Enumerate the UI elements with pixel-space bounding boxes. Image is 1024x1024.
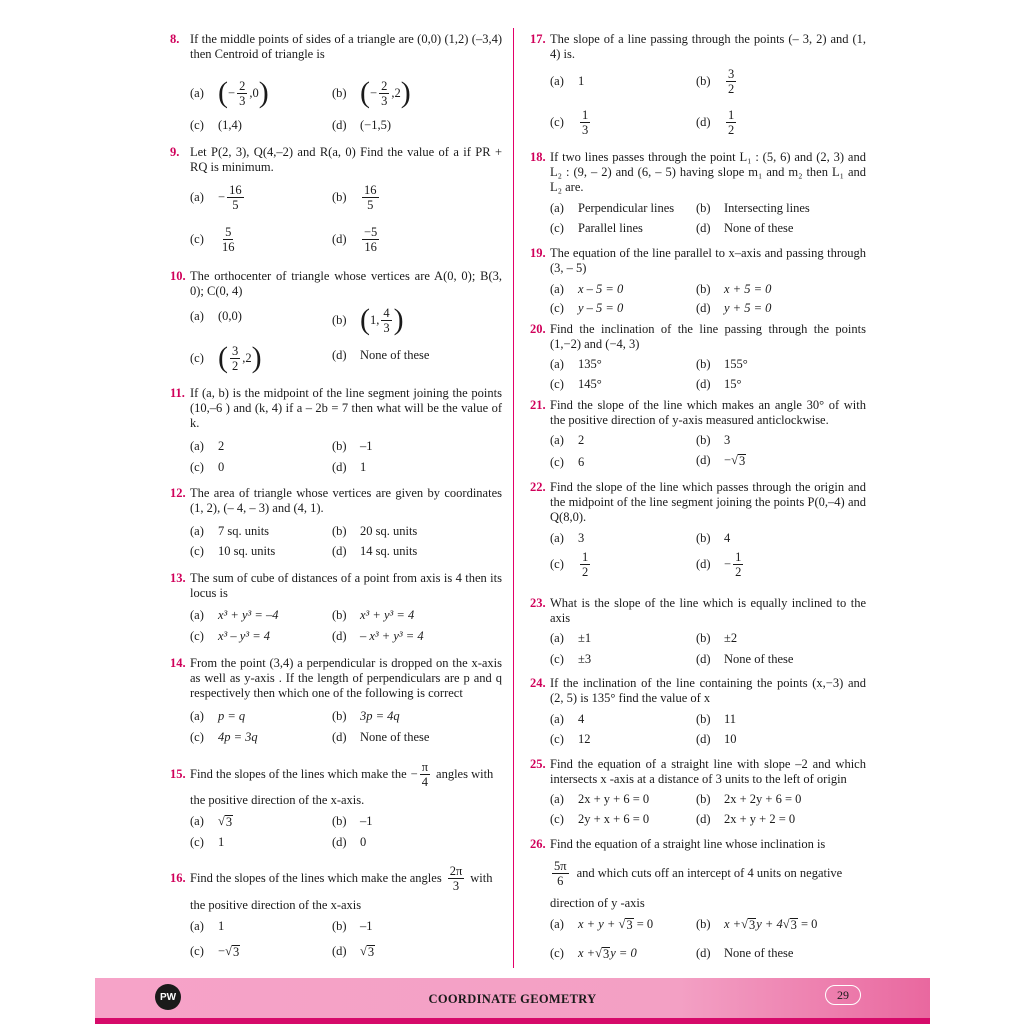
chapter-title: COORDINATE GEOMETRY: [428, 992, 597, 1006]
option-a[interactable]: (a) 3: [550, 531, 585, 545]
option-a[interactable]: (a) p = q: [190, 709, 246, 723]
question-text-cont: $\frac{5\pi}{6}$ and which cuts off an intercept of 4 units on negative: [554, 859, 843, 888]
option-d[interactable]: (d) – x³ + y³ = 4: [332, 629, 424, 643]
option-b[interactable]: (b) x + 5 = 0: [696, 282, 772, 296]
question-text-cont2: direction of y -axis: [550, 896, 645, 910]
option-a[interactable]: (a) (0,0): [190, 309, 242, 323]
question-number: 19.: [530, 246, 546, 260]
option-a[interactable]: (a) ±1: [550, 631, 592, 645]
question-number: 12.: [170, 486, 186, 500]
question-text: Let P(2, 3), Q(4,–2) and R(a, 0) Find the value of a if PR + RQ is minimum.: [190, 145, 502, 174]
question-text: The equation of the line parallel to x–axis and passing through (3, – 5): [550, 246, 866, 275]
option-d[interactable]: (d) None of these: [696, 221, 794, 235]
question-16: 16. Find the slopes of the lines which make the angles $\frac{2\pi}{3}$ with the positive direction of the x-axis (a) 1 (b) –1 (c) − √ 3 (d) √ 3: [170, 864, 502, 893]
question-text: The area of triangle whose vertices are given by coordinates (1, 2), (– 4, – 3) and (4, 1).: [190, 486, 502, 515]
option-b[interactable]: (b) –1: [332, 439, 373, 453]
question-number: 11.: [170, 386, 185, 400]
question-22: [530, 480, 866, 579]
option-d[interactable]: (d) − $\frac{1}{2}$: [696, 550, 742, 579]
option-d[interactable]: (d) 10: [696, 732, 737, 746]
question-12: [170, 486, 502, 558]
question-text: Find the slope of the line which makes an angle 30° of with the positive direction of y-axis measured anticlockwise.: [550, 398, 866, 427]
question-text: The orthocenter of triangle whose vertices are A(0, 0); B(3, 0); C(0, 4): [190, 269, 502, 298]
option-b[interactable]: (b) –1: [332, 919, 373, 933]
question-text: If the middle points of sides of a triangle are (0,0) (1,2) (–3,4) then Centroid of triangle is: [190, 32, 502, 61]
question-text: Find the slope of the line which passes through the origin and the midpoint of the line segment joining the points P(0,–4) and Q(8,0).: [550, 480, 866, 524]
option-d[interactable]: (d) $\frac{-5}{16}$: [332, 225, 378, 254]
column-divider: [513, 28, 514, 968]
option-d[interactable]: (d) None of these: [332, 730, 430, 744]
question-13: [170, 571, 502, 643]
question-text: From the point (3,4) a perpendicular is dropped on the x-axis as well as y-axis . If the length of perpendiculars are p and q respectively then which one of the following is correct: [190, 656, 502, 700]
question-19: [530, 246, 866, 315]
option-c[interactable]: (c) − √ 3: [190, 944, 240, 959]
question-text: The sum of cube of distances of a point from axis is 4 then its locus is: [190, 571, 502, 600]
question-10: [170, 269, 502, 374]
question-14: [170, 656, 502, 744]
option-c[interactable]: (c) 6: [550, 455, 585, 469]
option-c[interactable]: (c) y – 5 = 0: [550, 301, 624, 315]
option-b[interactable]: (b) 3: [696, 433, 731, 447]
option-d[interactable]: (d) 15°: [696, 377, 742, 391]
option-b[interactable]: (b) 2x + 2y + 6 = 0: [696, 792, 802, 806]
question-25: [530, 757, 866, 826]
question-text: Find the equation of a straight line with slope –2 and which intersects x -axis at a distance of 3 units to the left of origin: [550, 757, 866, 786]
option-c[interactable]: (c) x + √ 3 y = 0: [550, 946, 637, 961]
option-b[interactable]: (b) 4: [696, 531, 731, 545]
option-c[interactable]: (c) 10 sq. units: [190, 544, 276, 558]
option-d[interactable]: (d) − √ 3: [696, 453, 746, 468]
option-c[interactable]: (c) $\frac{1}{2}$: [550, 550, 589, 579]
option-c[interactable]: (c) 2y + x + 6 = 0: [550, 812, 650, 826]
question-9: [170, 145, 502, 254]
question-number: 8.: [170, 32, 180, 46]
option-c[interactable]: (c) 12: [550, 732, 591, 746]
question-text-cont: the positive direction of the x-axis: [190, 898, 362, 912]
option-b[interactable]: (b) x + √ 3 y + 4 √ 3 = 0: [696, 917, 818, 932]
question-text: If (a, b) is the midpoint of the line segment joining the points (10,–6 ) and (k, 4) if a – 2b = 7 then what will be the value of k.: [190, 386, 502, 430]
option-d[interactable]: (d) √ 3: [332, 944, 375, 959]
question-number: 16.: [170, 871, 186, 885]
question-number: 22.: [530, 480, 546, 494]
option-a[interactable]: (a) 7 sq. units: [190, 524, 270, 538]
publisher-logo-icon: PW: [155, 984, 181, 1010]
question-number: 25.: [530, 757, 546, 771]
question-number: 13.: [170, 571, 186, 585]
option-a[interactable]: (a) 1: [190, 919, 225, 933]
question-number: 26.: [530, 837, 546, 851]
option-b[interactable]: (b) 20 sq. units: [332, 524, 418, 538]
option-d[interactable]: (d) $\frac{1}{2}$: [696, 108, 735, 137]
question-24: [530, 676, 866, 746]
option-c[interactable]: (c) $\frac{1}{3}$: [550, 108, 589, 137]
option-b[interactable]: (b) 3p = 4q: [332, 709, 400, 723]
option-b[interactable]: (b) ±2: [696, 631, 738, 645]
question-number: 10.: [170, 269, 186, 283]
question-text-cont: the positive direction of the x-axis.: [190, 793, 365, 807]
option-a[interactable]: (a) 135°: [550, 357, 602, 371]
page-number: 29: [825, 985, 861, 1005]
option-d[interactable]: (d) 14 sq. units: [332, 544, 418, 558]
question-26: [530, 837, 866, 961]
question-8: [170, 32, 502, 132]
option-b[interactable]: (b) $\frac{16}{5}$: [332, 183, 377, 212]
option-a[interactable]: (a) 2x + y + 6 = 0: [550, 792, 650, 806]
option-b[interactable]: (b) x³ + y³ = 4: [332, 608, 415, 622]
option-d[interactable]: (d) None of these: [696, 946, 794, 960]
option-b[interactable]: (b) –1: [332, 814, 373, 828]
option-b[interactable]: (b) $\frac{3}{2}$: [696, 67, 735, 96]
question-23: [530, 596, 866, 666]
question-text: What is the slope of the line which is equally inclined to the axis: [550, 596, 866, 625]
question-17: [530, 32, 866, 137]
option-b[interactable]: (b) ( − $\frac{2}{3}$ ,2 ): [332, 76, 411, 109]
option-a[interactable]: (a) 4: [550, 712, 585, 726]
question-number: 15.: [170, 767, 186, 781]
option-c[interactable]: (c) (1,4): [190, 118, 242, 132]
question-number: 23.: [530, 596, 546, 610]
option-a[interactable]: (a) 2: [190, 439, 225, 453]
question-number: 24.: [530, 676, 546, 690]
question-15: 15. Find the slopes of the lines which make the − $\frac{\pi}{4}$ angles with the positive direction of the x-axis. (a) √ 3 (b) –1 (c) 1 (d) 0: [170, 760, 502, 789]
question-text: Find the equation of a straight line whose inclination is: [550, 837, 826, 851]
question-21: [530, 398, 866, 469]
question-number: 9.: [170, 145, 180, 159]
question-number: 18.: [530, 150, 546, 164]
question-number: 17.: [530, 32, 546, 46]
option-b[interactable]: (b) 155°: [696, 357, 748, 371]
question-text: If two lines passes through the point L₁ : (5, 6) and (2, 3) and L₂ : (9, – 2) and (6, – 5) having slope m₁ and m₂ then L₁ and L₂ are.: [550, 150, 866, 194]
question-18: [530, 150, 866, 235]
option-c[interactable]: (c) Parallel lines: [550, 221, 643, 235]
option-c[interactable]: (c) 0: [190, 460, 225, 474]
question-text: The slope of a line passing through the points (– 3, 2) and (1, 4) is.: [550, 32, 866, 61]
question-11: [170, 386, 502, 474]
footer-stripe: [95, 1018, 930, 1024]
option-b[interactable]: (b) Intersecting lines: [696, 201, 810, 215]
right-column: [530, 0, 866, 968]
option-a[interactable]: (a) − $\frac{16}{5}$: [190, 183, 242, 212]
option-c[interactable]: (c) x³ – y³ = 4: [190, 629, 271, 643]
option-a[interactable]: (a) x³ + y³ = –4: [190, 608, 279, 622]
question-number: 21.: [530, 398, 546, 412]
option-a[interactable]: (a) ( − $\frac{2}{3}$ ,0 ): [190, 76, 269, 109]
option-d[interactable]: (d) 0: [332, 835, 367, 849]
option-d[interactable]: (d) y + 5 = 0: [696, 301, 772, 315]
option-d[interactable]: (d) 1: [332, 460, 367, 474]
option-a[interactable]: (a) x – 5 = 0: [550, 282, 624, 296]
option-c[interactable]: (c) 1: [190, 835, 225, 849]
option-a[interactable]: (a) Perpendicular lines: [550, 201, 675, 215]
option-d[interactable]: (d) None of these: [332, 348, 430, 362]
option-b[interactable]: (b) ( 1, $\frac{4}{3}$ ): [332, 303, 404, 336]
option-d[interactable]: (d) None of these: [696, 652, 794, 666]
option-a[interactable]: (a) 1: [550, 74, 585, 88]
page-footer: [95, 968, 930, 1024]
option-a[interactable]: (a) 2: [550, 433, 585, 447]
question-number: 20.: [530, 322, 546, 336]
option-c[interactable]: (c) ±3: [550, 652, 592, 666]
option-a[interactable]: (a) x + y + √ 3 = 0: [550, 917, 654, 932]
question-20: [530, 322, 866, 391]
left-column: [170, 0, 502, 968]
option-d[interactable]: (d) (−1,5): [332, 118, 391, 132]
option-c[interactable]: (c) 145°: [550, 377, 602, 391]
option-a[interactable]: (a) √ 3: [190, 814, 233, 829]
question-text: If the inclination of the line containing the points (x,−3) and (2, 5) is 135° find the value of x: [550, 676, 866, 705]
option-b[interactable]: (b) 11: [696, 712, 737, 726]
option-c[interactable]: (c) ( $\frac{3}{2}$ ,2 ): [190, 341, 262, 374]
question-number: 14.: [170, 656, 186, 670]
option-c[interactable]: (c) $\frac{5}{16}$: [190, 225, 235, 254]
option-d[interactable]: (d) 2x + y + 2 = 0: [696, 812, 796, 826]
question-text: Find the inclination of the line passing through the points (1,−2) and (−4, 3): [550, 322, 866, 351]
option-c[interactable]: (c) 4p = 3q: [190, 730, 258, 744]
